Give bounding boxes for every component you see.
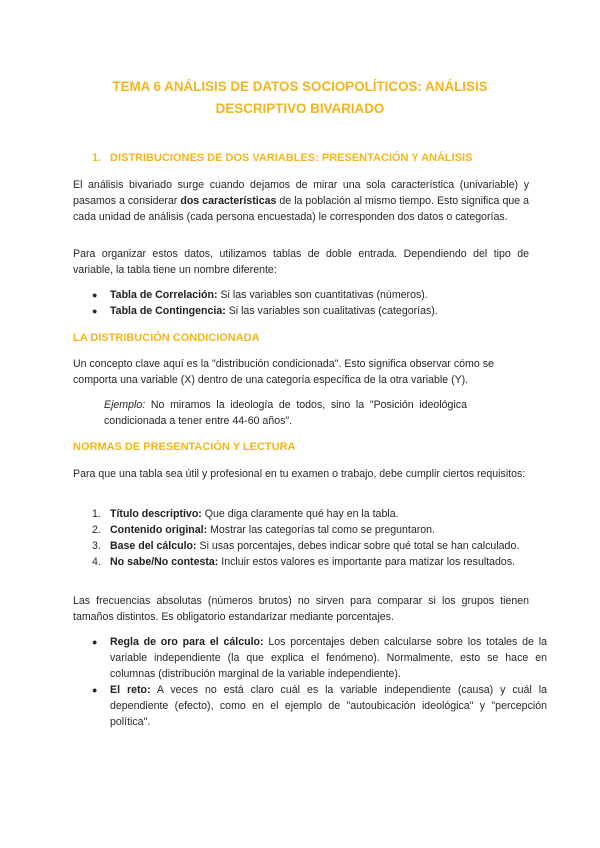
title-line-1: TEMA 6 ANÁLISIS DE DATOS SOCIOPOLÍTICOS: ANÁLISIS	[112, 79, 488, 94]
example-label: Ejemplo:	[104, 399, 146, 411]
list-item: ● Tabla de Correlación: Si las variables son cuantitativas (números).	[92, 289, 428, 301]
paragraph-intro: El análisis bivariado surge cuando dejamos de mirar una sola característica (univariable) y pasamos a considerar dos características de la población al mismo tiempo. Esto significa que a cada unidad de análisis (cada persona encuestada) le corresponden dos datos o categorías.	[73, 179, 530, 223]
list-item: ● Tabla de Contingencia: Si las variables son cualitativas (categorías).	[92, 305, 438, 317]
list-item: ● El reto: A veces no está claro cuál es la variable independiente (causa) y cuál la dependiente (efecto), como en el ejemplo de "autoubicación ideológica" y "percepción política".	[92, 684, 547, 728]
list-item: 3. Base del cálculo: Si usas porcentajes, debes indicar sobre qué total se han calculado.	[92, 540, 520, 552]
list-item: 4. No sabe/No contesta: Incluir estos valores es importante para matizar los resultados.	[92, 556, 516, 568]
list-item: 1. Título descriptivo: Que diga claramente qué hay en la tabla.	[92, 508, 399, 520]
section-1-title: DISTRIBUCIONES DE DOS VARIABLES: PRESENTACIÓN Y ANÁLISIS	[110, 152, 473, 164]
example-block: Ejemplo: No miramos la ideología de todos, sino la "Posición ideológica condicionada a tener entre 44-60 años".	[104, 399, 467, 427]
paragraph-conditional: Un concepto clave aquí es la "distribución condicionada". Esto significa observar cómo se comporta una variable (X) dentro de una categoría específica de la otra variable (Y).	[73, 358, 494, 386]
paragraph-tables: Para organizar estos datos, utilizamos tablas de doble entrada. Dependiendo del tipo de variable, la tabla tiene un nombre diferente:	[73, 248, 529, 276]
section-1-heading	[92, 150, 472, 166]
paragraph-requirements: Para que una tabla sea útil y profesional en tu examen o trabajo, debe cumplir ciertos requisitos:	[73, 468, 526, 480]
section-1-number: 1.	[92, 152, 102, 164]
bullet-icon: ●	[92, 290, 98, 300]
document-title	[60, 76, 540, 120]
emphasis-two-characteristics: dos características	[180, 195, 277, 207]
list-item: ● Regla de oro para el cálculo: Los porcentajes deben calcularse sobre los totales de la variable independiente (la que explica el fenómeno). Normalmente, esto se hace en columnas (distribución marginal de la variable independiente).	[92, 636, 547, 680]
section-3-heading: NORMAS DE PRESENTACIÓN Y LECTURA	[73, 441, 296, 453]
section-2-heading: LA DISTRIBUCIÓN CONDICIONADA	[73, 332, 260, 344]
list-item: 2. Contenido original: Mostrar las categorías tal como se preguntaron.	[92, 524, 435, 536]
paragraph-frequencies: Las frecuencias absolutas (números brutos) no sirven para comparar si los grupos tienen tamaños distintos. Es obligatorio estandarizar mediante porcentajes.	[73, 595, 529, 623]
title-line-2: DESCRIPTIVO BIVARIADO	[215, 101, 385, 116]
bullet-icon: ●	[92, 306, 98, 316]
bullet-icon: ●	[92, 637, 98, 647]
bullet-icon: ●	[92, 685, 98, 695]
